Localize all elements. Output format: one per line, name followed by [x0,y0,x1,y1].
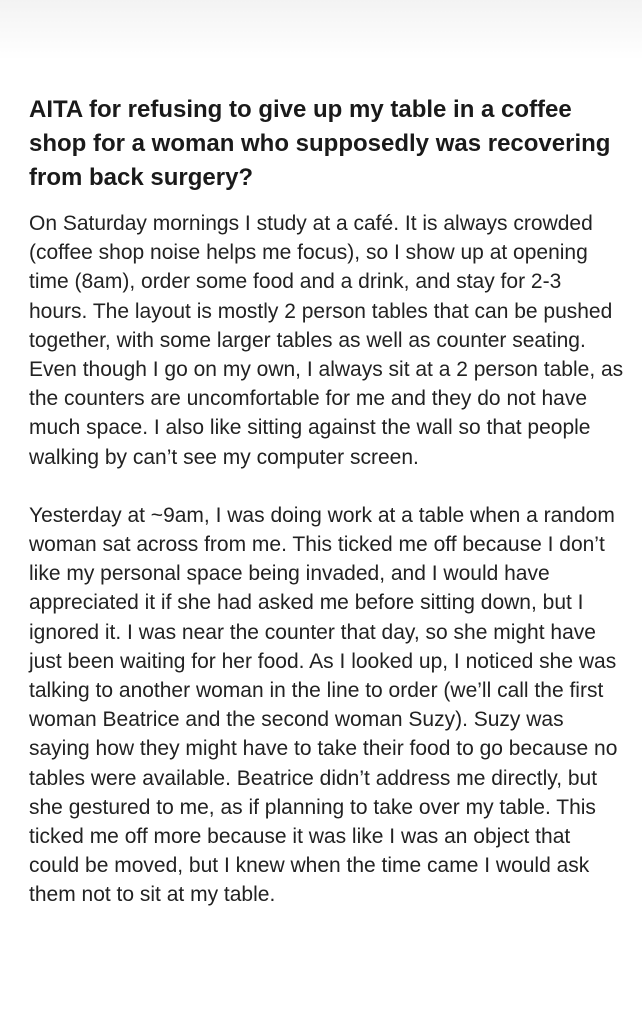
post-title: AITA for refusing to give up my table in a coffee shop for a woman who supposedly was recovering from back surgery? [29,96,611,191]
top-background-strip [0,0,642,60]
post-body [29,209,625,910]
post-paragraph-1: On Saturday mornings I study at a café. It is always crowded (coffee shop noise helps me focus), so I show up at opening time (8am), order some food and a drink, and stay for 2-3 hours. The layout is mostly 2 person tables that can be pushed together, with some larger tables as well as counter seating. Even though I go on my own, I always sit at a 2 person table, as the counters are uncomfortable for me and they do not have much space. I also like sitting against the wall so that people walking by can’t see my computer screen. [29,212,624,469]
post [29,93,625,910]
post-paragraph-2: Yesterday at ~9am, I was doing work at a table when a random woman sat across from me. This ticked me off because I don’t like my personal space being invaded, and I would have appreciated it if she had asked me before sitting down, but I ignored it. I was near the counter that day, so she might have just been waiting for her food. As I looked up, I noticed she was talking to another woman in the line to order (we’ll call the first woman Beatrice and the second woman Suzy). Suzy was saying how they might have to take their food to go because no tables were available. Beatrice didn’t address me directly, but she gestured to me, as if planning to take over my table. This ticked me off more because it was like I was an object that could be moved, but I knew when the time came I would ask them not to sit at my table. [29,503,618,907]
